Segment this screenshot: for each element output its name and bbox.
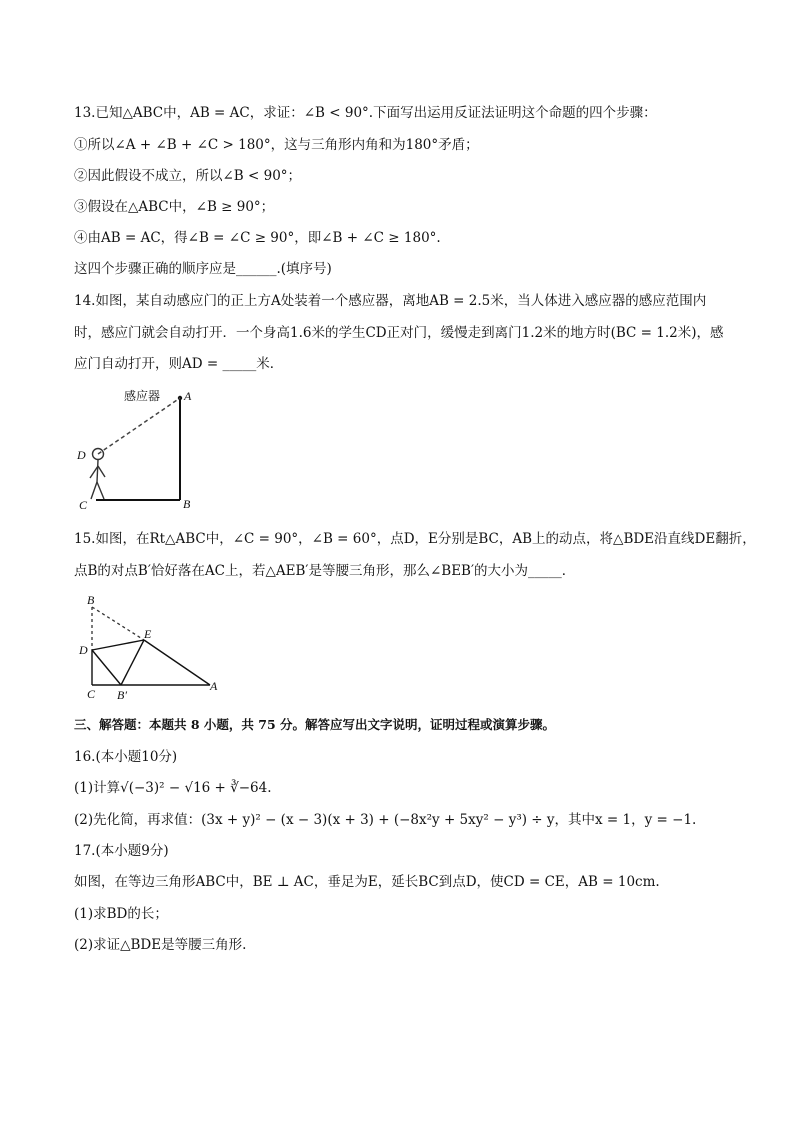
segment-DBp [92, 650, 121, 685]
label-A: A [210, 679, 218, 693]
q17-part2: (2)求证△BDE是等腰三角形. [74, 937, 247, 953]
sensor-label: 感应器 [124, 389, 161, 403]
label-B: B [183, 497, 191, 511]
label-C: C [79, 498, 88, 512]
q17-part1: (1)求BD的长； [74, 906, 168, 922]
label-Bp: B′ [117, 688, 127, 702]
section3-header: 三、解答题：本题共 8 小题，共 75 分。解答应写出文字说明，证明过程或演算步骤。 [74, 717, 556, 732]
label-D: D [79, 643, 88, 657]
q13-step3: ③假设在△ABC中，∠B ≥ 90°； [74, 199, 275, 215]
q15-line2: 点B的对点B′恰好落在AC上，若△AEB′是等腰三角形，那么∠BEB′的大小为_____． [74, 563, 576, 579]
segment-BE [92, 607, 144, 640]
student-figure [90, 449, 105, 500]
q13-step4: ④由AB = AC，得∠B = ∠C ≥ 90°，即∠B + ∠C ≥ 180°. [74, 230, 441, 246]
label-E: E [144, 627, 152, 641]
q14-line2: 时，感应门就会自动打开．一个身高1.6米的学生CD正对门，缓慢走到离门1.2米的地方时(BC = 1.2米)，感 [74, 325, 724, 341]
label-A: A [184, 389, 192, 403]
q17-stem: 如图，在等边三角形ABC中，BE ⊥ AC，垂足为E，延长BC到点D，使CD = CE，AB = 10cm. [74, 874, 660, 890]
q13-stem: 13.已知△ABC中，AB = AC，求证：∠B < 90°.下面写出运用反证法证明这个命题的四个步骤： [74, 105, 657, 121]
label-D: D [77, 448, 86, 462]
q14-line3: 应门自动打开，则AD = _____米． [74, 356, 284, 372]
q13-answer: 这四个步骤正确的顺序应是______.(填序号) [74, 261, 332, 277]
q13-step2: ②因此假设不成立，所以∠B < 90°； [74, 168, 302, 184]
segment-EBp [121, 640, 144, 685]
label-B: B [87, 593, 95, 607]
q16-header: 16.(本小题10分) [74, 749, 178, 765]
q13-step1: ①所以∠A + ∠B + ∠C > 180°，这与三角形内角和为180°矛盾； [74, 137, 479, 153]
q14-figure [74, 382, 214, 512]
sight-line-DA [98, 398, 180, 454]
q15-figure [74, 590, 234, 706]
q17-header: 17.(本小题9分) [74, 843, 169, 859]
q14-line1: 14.如图，某自动感应门的正上方A处装着一个感应器，离地AB = 2.5米，当人体进入感应器的感应范围内 [74, 293, 707, 309]
label-C: C [87, 687, 96, 701]
q15-line1: 15.如图，在Rt△ABC中，∠C = 90°，∠B = 60°，点D，E分别是BC，AB上的动点，将△BDE沿直线DE翻折， [74, 531, 756, 547]
q16-part2: (2)先化简，再求值：(3x + y)² − (x − 3)(x + 3) + (−8x²y + 5xy² − y³) ÷ y，其中x = 1，y = −1. [74, 812, 697, 828]
segment-EA [144, 640, 210, 685]
q16-part1: (1)计算√(−3)² − √16 + ∛−64. [74, 780, 272, 796]
segment-DE [92, 640, 144, 650]
